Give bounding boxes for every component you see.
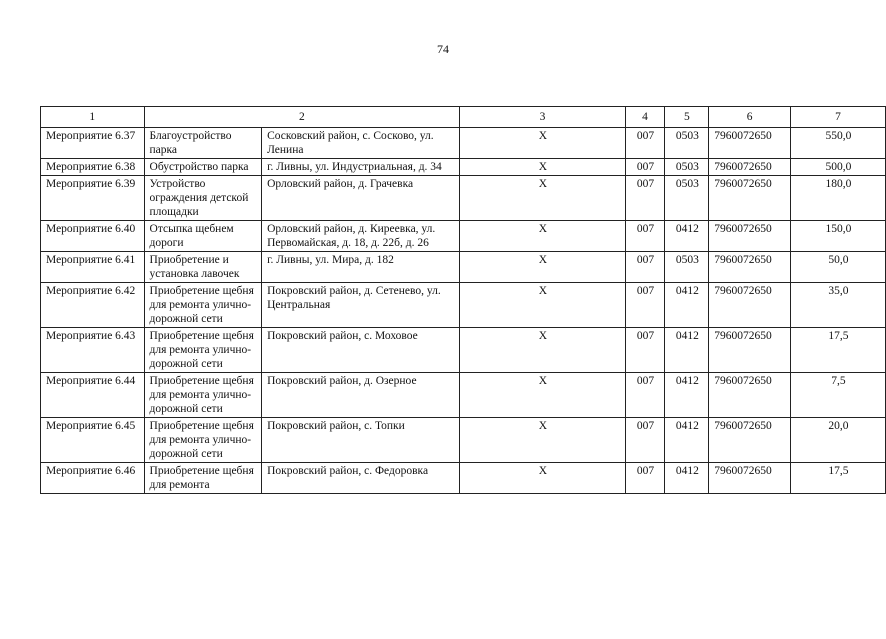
col4-cell: 007 xyxy=(625,176,665,221)
location-cell: Покровский район, с. Моховое xyxy=(262,328,460,373)
header-row xyxy=(41,107,886,128)
col6-cell: 7960072650 xyxy=(709,176,791,221)
col5-cell: 0412 xyxy=(665,418,709,463)
header-col-4: 4 xyxy=(625,107,665,128)
activity-name-cell: Приобретение и установка лавочек xyxy=(144,252,262,283)
location-cell: Покровский район, с. Топки xyxy=(262,418,460,463)
header-col-3: 3 xyxy=(460,107,625,128)
measure-cell: Мероприятие 6.45 xyxy=(41,418,145,463)
col6-cell: 7960072650 xyxy=(709,128,791,159)
col6-cell: 7960072650 xyxy=(709,221,791,252)
amount-cell: 180,0 xyxy=(790,176,885,221)
measure-cell: Мероприятие 6.42 xyxy=(41,283,145,328)
col6-cell: 7960072650 xyxy=(709,418,791,463)
budget-table xyxy=(40,106,886,494)
col4-cell: 007 xyxy=(625,463,665,494)
activity-name-cell: Благоустройство парка xyxy=(144,128,262,159)
measure-cell: Мероприятие 6.41 xyxy=(41,252,145,283)
col4-cell: 007 xyxy=(625,128,665,159)
col6-cell: 7960072650 xyxy=(709,328,791,373)
col4-cell: 007 xyxy=(625,418,665,463)
table-row xyxy=(41,128,886,159)
location-cell: Покровский район, д. Озерное xyxy=(262,373,460,418)
col3-cell: Х xyxy=(460,283,625,328)
header-col-1: 1 xyxy=(41,107,145,128)
measure-cell: Мероприятие 6.39 xyxy=(41,176,145,221)
page-number: 74 xyxy=(437,42,449,56)
activity-name-cell: Обустройство парка xyxy=(144,159,262,176)
table-row xyxy=(41,328,886,373)
table-row xyxy=(41,418,886,463)
location-cell: Покровский район, с. Федоровка xyxy=(262,463,460,494)
col4-cell: 007 xyxy=(625,221,665,252)
table-row xyxy=(41,463,886,494)
table-row xyxy=(41,221,886,252)
col6-cell: 7960072650 xyxy=(709,252,791,283)
activity-name-cell: Приобретение щебня для ремонта улично-дорожной сети xyxy=(144,283,262,328)
col6-cell: 7960072650 xyxy=(709,283,791,328)
amount-cell: 35,0 xyxy=(790,283,885,328)
col6-cell: 7960072650 xyxy=(709,373,791,418)
header-col-5: 5 xyxy=(665,107,709,128)
location-cell: Орловский район, д. Киреевка, ул. Первомайская, д. 18, д. 22б, д. 26 xyxy=(262,221,460,252)
amount-cell: 7,5 xyxy=(790,373,885,418)
amount-cell: 17,5 xyxy=(790,463,885,494)
col4-cell: 007 xyxy=(625,283,665,328)
amount-cell: 550,0 xyxy=(790,128,885,159)
activity-name-cell: Устройство ограждения детской площадки xyxy=(144,176,262,221)
amount-cell: 17,5 xyxy=(790,328,885,373)
col3-cell: Х xyxy=(460,252,625,283)
measure-cell: Мероприятие 6.46 xyxy=(41,463,145,494)
table-row xyxy=(41,373,886,418)
activity-name-cell: Отсыпка щебнем дороги xyxy=(144,221,262,252)
amount-cell: 20,0 xyxy=(790,418,885,463)
col3-cell: Х xyxy=(460,221,625,252)
table-row xyxy=(41,159,886,176)
col5-cell: 0412 xyxy=(665,221,709,252)
amount-cell: 150,0 xyxy=(790,221,885,252)
col5-cell: 0503 xyxy=(665,252,709,283)
col3-cell: Х xyxy=(460,328,625,373)
measure-cell: Мероприятие 6.37 xyxy=(41,128,145,159)
col3-cell: Х xyxy=(460,159,625,176)
col6-cell: 7960072650 xyxy=(709,463,791,494)
col4-cell: 007 xyxy=(625,373,665,418)
location-cell: Покровский район, д. Сетенево, ул. Центральная xyxy=(262,283,460,328)
location-cell: Сосковский район, с. Сосково, ул. Ленина xyxy=(262,128,460,159)
col5-cell: 0503 xyxy=(665,159,709,176)
col3-cell: Х xyxy=(460,463,625,494)
col3-cell: Х xyxy=(460,128,625,159)
amount-cell: 50,0 xyxy=(790,252,885,283)
col5-cell: 0412 xyxy=(665,463,709,494)
activity-name-cell: Приобретение щебня для ремонта улично-дорожной сети xyxy=(144,418,262,463)
measure-cell: Мероприятие 6.43 xyxy=(41,328,145,373)
table-row xyxy=(41,176,886,221)
col4-cell: 007 xyxy=(625,328,665,373)
header-col-7: 7 xyxy=(790,107,885,128)
col5-cell: 0503 xyxy=(665,128,709,159)
col3-cell: Х xyxy=(460,418,625,463)
amount-cell: 500,0 xyxy=(790,159,885,176)
activity-name-cell: Приобретение щебня для ремонта xyxy=(144,463,262,494)
table-row xyxy=(41,252,886,283)
location-cell: г. Ливны, ул. Индустриальная, д. 34 xyxy=(262,159,460,176)
measure-cell: Мероприятие 6.44 xyxy=(41,373,145,418)
col5-cell: 0503 xyxy=(665,176,709,221)
location-cell: Орловский район, д. Грачевка xyxy=(262,176,460,221)
header-col-2: 2 xyxy=(144,107,460,128)
header-col-6: 6 xyxy=(709,107,791,128)
table-row xyxy=(41,283,886,328)
col4-cell: 007 xyxy=(625,252,665,283)
measure-cell: Мероприятие 6.40 xyxy=(41,221,145,252)
location-cell: г. Ливны, ул. Мира, д. 182 xyxy=(262,252,460,283)
col5-cell: 0412 xyxy=(665,328,709,373)
activity-name-cell: Приобретение щебня для ремонта улично-дорожной сети xyxy=(144,328,262,373)
col5-cell: 0412 xyxy=(665,283,709,328)
activity-name-cell: Приобретение щебня для ремонта улично-дорожной сети xyxy=(144,373,262,418)
measure-cell: Мероприятие 6.38 xyxy=(41,159,145,176)
col5-cell: 0412 xyxy=(665,373,709,418)
col3-cell: Х xyxy=(460,373,625,418)
col6-cell: 7960072650 xyxy=(709,159,791,176)
col3-cell: Х xyxy=(460,176,625,221)
col4-cell: 007 xyxy=(625,159,665,176)
